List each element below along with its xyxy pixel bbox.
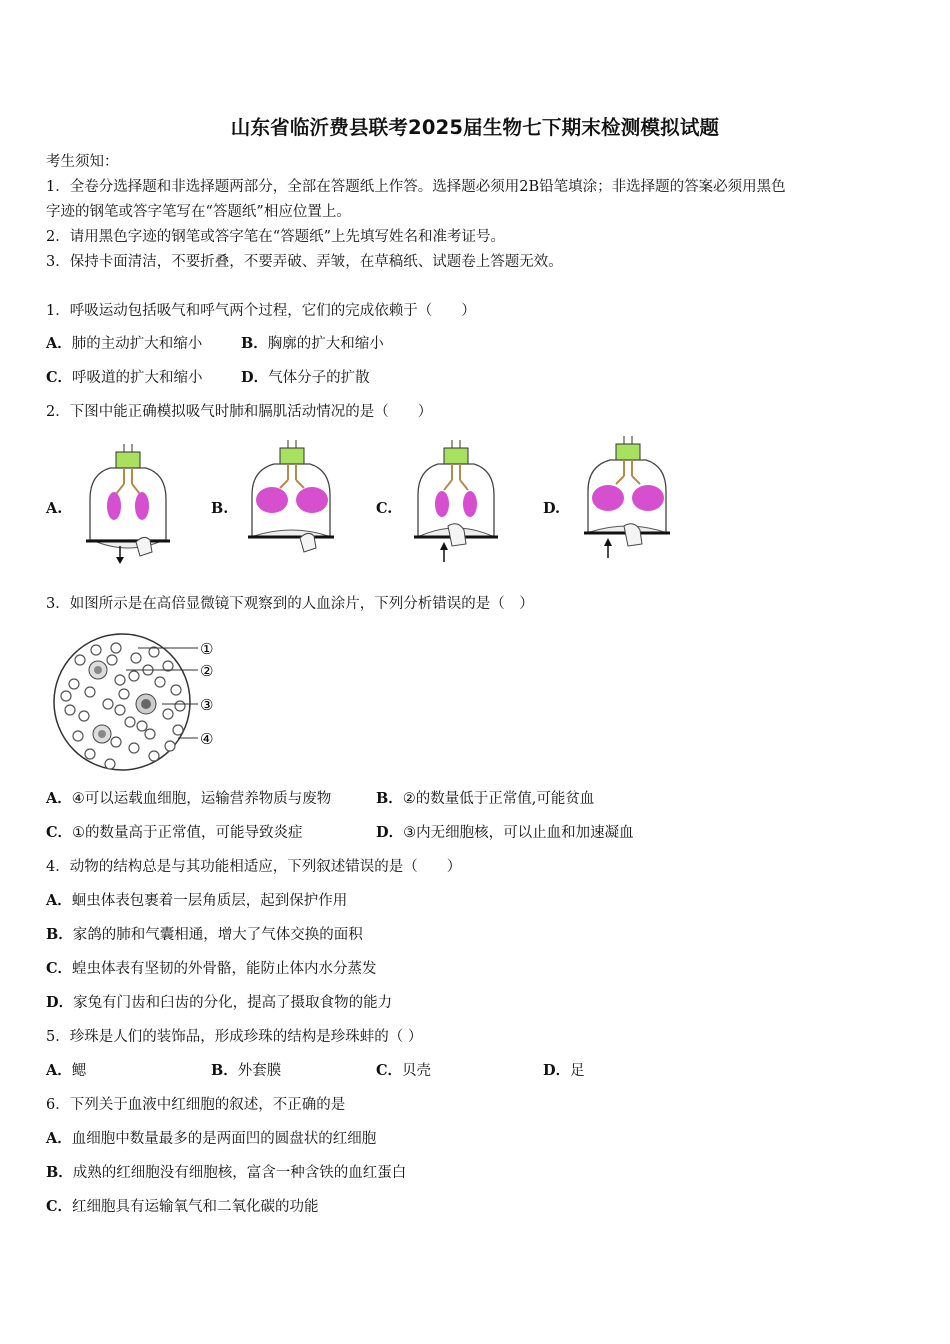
q1-option-b[interactable]: B．胸廓的扩大和缩小: [241, 335, 384, 352]
bell-jar-diagram-a: [80, 444, 176, 568]
q2-option-b-label[interactable]: B.: [211, 500, 229, 517]
q2-option-c-label[interactable]: C.: [376, 500, 393, 517]
question-2-stem: 2．下图中能正确模拟吸气时肺和膈肌活动情况的是（ ）: [46, 404, 433, 420]
red-blood-cell: [119, 689, 129, 699]
red-blood-cell: [61, 691, 71, 701]
q5-option-a[interactable]: A．鳃: [46, 1062, 87, 1079]
red-blood-cell: [129, 671, 139, 681]
marker-1: ①: [200, 640, 214, 658]
q4-option-a[interactable]: A．蛔虫体表包裹着一层角质层，起到保护作用: [46, 892, 348, 909]
notice-line: 3．保持卡面清洁，不要折叠，不要弄破、弄皱，在草稿纸、试题卷上答题无效。: [46, 254, 563, 270]
q5-option-d[interactable]: D．足: [543, 1062, 585, 1079]
red-blood-cell: [175, 701, 185, 711]
q4-option-c[interactable]: C．蝗虫体表有坚韧的外骨骼，能防止体内水分蒸发: [46, 960, 377, 977]
notice-line: 2．请用黑色字迹的钢笔或答字笔在“答题纸”上先填写姓名和准考证号。: [46, 229, 506, 245]
marker-3: ③: [200, 696, 214, 714]
q3-option-b[interactable]: B．②的数量低于正常值,可能贫血: [376, 790, 595, 807]
red-blood-cell: [125, 717, 135, 727]
red-blood-cell: [131, 653, 141, 663]
question-5-stem: 5．珍珠是人们的装饰品，形成珍珠的结构是珍珠蚌的（ ）: [46, 1029, 423, 1045]
red-blood-cell: [115, 675, 125, 685]
red-blood-cell: [155, 677, 165, 687]
bell-jar-diagram-b: [242, 440, 340, 564]
red-blood-cell: [91, 645, 101, 655]
red-blood-cell: [163, 709, 173, 719]
q6-option-c[interactable]: C．红细胞具有运输氧气和二氧化碳的功能: [46, 1198, 319, 1215]
notice-line: 1．全卷分选择题和非选择题两部分，全部在答题纸上作答。选择题必须用2B铅笔填涂；非选择题的答案必须用黑色: [46, 179, 786, 195]
q6-option-a[interactable]: A．血细胞中数量最多的是两面凹的圆盘状的红细胞: [46, 1130, 377, 1147]
bell-jar-diagram-d: [578, 436, 676, 564]
red-blood-cell: [103, 699, 113, 709]
page-title: 山东省临沂费县联考2025届生物七下期末检测模拟试题: [230, 116, 720, 139]
red-blood-cell: [107, 655, 117, 665]
red-blood-cell: [171, 685, 181, 695]
question-3-stem: 3．如图所示是在高倍显微镜下观察到的人血涂片，下列分析错误的是（ ）: [46, 596, 534, 612]
red-blood-cell: [69, 679, 79, 689]
q2-option-d-label[interactable]: D.: [543, 500, 561, 517]
red-blood-cell: [105, 759, 115, 769]
q1-option-c[interactable]: C．呼吸道的扩大和缩小: [46, 369, 203, 386]
q5-option-c[interactable]: C．贝壳: [376, 1062, 432, 1079]
marker-4: ④: [200, 730, 214, 748]
red-blood-cell: [137, 721, 147, 731]
red-blood-cell: [173, 725, 183, 735]
bell-jar-diagram-c: [408, 440, 504, 568]
red-blood-cell: [165, 741, 175, 751]
blood-smear-diagram: [50, 630, 220, 776]
red-blood-cell: [65, 705, 75, 715]
marker-2: ②: [200, 662, 214, 680]
q4-option-b[interactable]: B．家鸽的肺和气囊相通，增大了气体交换的面积: [46, 926, 363, 943]
q1-option-d[interactable]: D．气体分子的扩散: [241, 369, 370, 386]
question-4-stem: 4．动物的结构总是与其功能相适应，下列叙述错误的是（ ）: [46, 859, 462, 875]
question-1-stem: 1．呼吸运动包括吸气和呼气两个过程，它们的完成依赖于（ ）: [46, 303, 476, 319]
q6-option-b[interactable]: B．成熟的红细胞没有细胞核，富含一种含铁的血红蛋白: [46, 1164, 407, 1181]
red-blood-cell: [115, 705, 125, 715]
q5-option-b[interactable]: B．外套膜: [211, 1062, 282, 1079]
red-blood-cell: [129, 743, 139, 753]
q3-option-c[interactable]: C．①的数量高于正常值，可能导致炎症: [46, 824, 303, 841]
notice-heading: 考生须知：: [46, 154, 119, 170]
q1-option-a[interactable]: A．肺的主动扩大和缩小: [46, 335, 203, 352]
red-blood-cell: [73, 731, 83, 741]
red-blood-cell: [145, 729, 155, 739]
notice-line: 字迹的钢笔或答字笔写在“答题纸”相应位置上。: [46, 204, 351, 220]
red-blood-cell: [85, 749, 95, 759]
red-blood-cell: [85, 687, 95, 697]
red-blood-cell: [79, 711, 89, 721]
question-6-stem: 6．下列关于血液中红细胞的叙述，不正确的是: [46, 1097, 346, 1113]
red-blood-cell: [75, 655, 85, 665]
q4-option-d[interactable]: D．家兔有门齿和臼齿的分化，提高了摄取食物的能力: [46, 994, 393, 1011]
q3-option-a[interactable]: A．④可以运载血细胞，运输营养物质与废物: [46, 790, 332, 807]
red-blood-cell: [111, 737, 121, 747]
red-blood-cell: [111, 643, 121, 653]
q2-option-a-label[interactable]: A.: [46, 500, 63, 517]
red-blood-cell: [149, 751, 159, 761]
q3-option-d[interactable]: D．③内无细胞核，可以止血和加速凝血: [376, 824, 634, 841]
